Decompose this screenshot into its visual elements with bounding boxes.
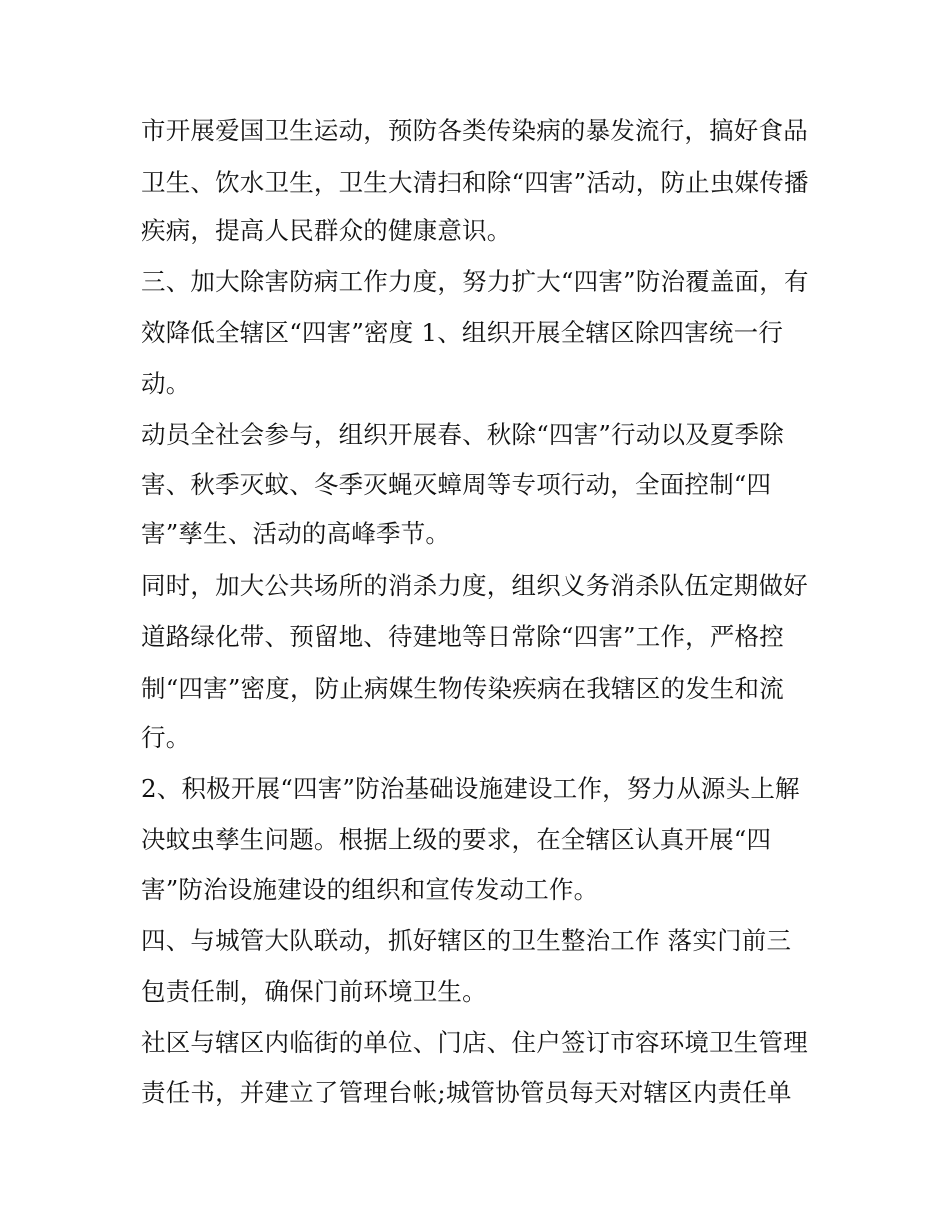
- text-line: 决蚊虫孳生问题。根据上级的要求，在全辖区认真开展“四: [141, 825, 772, 854]
- text-line: 社区与辖区内临街的单位、门店、住户签订市容环境卫生管理: [141, 1028, 808, 1057]
- text-line: 同时，加大公共场所的消杀力度，组织义务消杀队伍定期做好: [141, 571, 808, 600]
- text-line: 道路绿化带、预留地、待建地等日常除“四害”工作，严格控: [141, 622, 784, 651]
- text-line: 卫生、饮水卫生，卫生大清扫和除“四害”活动，防止虫媒传播: [141, 168, 809, 197]
- text-line: 疾病，提高人民群众的健康意识。: [141, 216, 512, 245]
- text-line: 害”孳生、活动的高峰季节。: [141, 519, 451, 548]
- text-line: 2、积极开展“四害”防治基础设施建设工作，努力从源头上解: [141, 774, 800, 803]
- text-line: 行。: [141, 723, 191, 752]
- text-line: 制“四害”密度，防止病媒生物传染疾病在我辖区的发生和流: [141, 674, 784, 703]
- text-line: 责任书，并建立了管理台帐;城管协管员每天对辖区内责任单: [141, 1078, 792, 1107]
- text-line: 三、加大除害防病工作力度，努力扩大“四害”防治覆盖面，有: [141, 267, 809, 296]
- text-line: 害”防治设施建设的组织和宣传发动工作。: [141, 875, 599, 904]
- text-line: 包责任制，确保门前环境卫生。: [141, 977, 487, 1006]
- text-line: 市开展爱国卫生运动，预防各类传染病的暴发流行，搞好食品: [141, 116, 808, 145]
- text-line: 动。: [141, 369, 191, 398]
- text-line: 四、与城管大队联动，抓好辖区的卫生整治工作 落实门前三: [141, 926, 792, 955]
- text-line: 动员全社会参与，组织开展春、秋除“四害”行动以及夏季除: [141, 420, 784, 449]
- text-line: 效降低全辖区“四害”密度 1、组织开展全辖区除四害统一行: [141, 318, 784, 347]
- text-line: 害、秋季灭蚊、冬季灭蝇灭蟑周等专项行动，全面控制“四: [141, 470, 772, 499]
